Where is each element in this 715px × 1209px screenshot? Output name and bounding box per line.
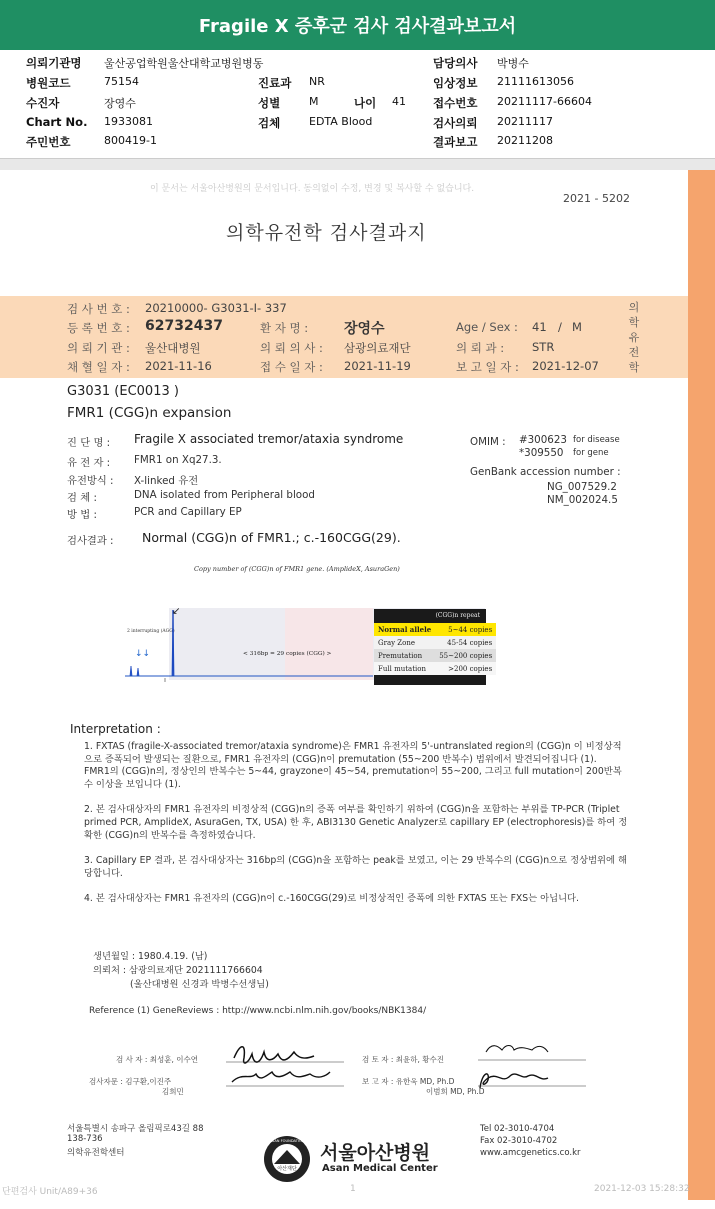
omim-disease-code: #300623	[519, 434, 567, 446]
logo-inner-text: 아산재단	[277, 1166, 297, 1172]
omim-disease-for: for disease	[573, 435, 620, 445]
receipt-value: 2021-11-19	[344, 359, 411, 373]
omim-gene-for: for gene	[573, 448, 609, 458]
reference: Reference (1) GeneReviews : http://www.ncbi.nlm.nih.gov/books/NBK1384/	[89, 1006, 427, 1016]
peak-annotation: < 316bp = 29 copies (CGG) >	[243, 651, 332, 657]
collect-label: 채 혈 일 자 :	[67, 360, 130, 374]
value-specimen: EDTA Blood	[309, 115, 373, 128]
label-specimen: 검체	[258, 116, 281, 130]
examiner: 검사자문 : 김구환,이진주	[89, 1077, 172, 1086]
org-label: 의 뢰 기 관 :	[67, 341, 130, 355]
label-sex: 성별	[258, 96, 281, 110]
side-strip	[688, 170, 715, 1200]
label-org: 의뢰기관명	[26, 56, 82, 70]
value-dept: NR	[309, 75, 325, 88]
result-value: Normal (CGG)n of FMR1.; c.-160CGG(29).	[142, 530, 401, 545]
footer-tel: Tel 02-3010-4704	[480, 1124, 555, 1134]
gene-value: FMR1 on Xq27.3.	[134, 454, 222, 466]
exam-no-value: 20210000- G3031-I- 337	[145, 301, 287, 315]
footer-fax: Fax 02-3010-4702	[480, 1136, 558, 1146]
watermark: 이 문서는 서울아산병원의 문서입니다. 동의없이 수정, 변경 및 복사할 수 없습니다.	[150, 184, 475, 194]
report-title: Fragile X 증후군 검사 검사결과보고서	[0, 0, 715, 50]
value-age: 41	[392, 95, 406, 108]
label-report-date: 결과보고	[433, 135, 478, 149]
value-sex: M	[309, 95, 319, 108]
omim-gene-code: *309550	[519, 447, 564, 459]
gene-label: 유 전 자 :	[67, 457, 111, 469]
chart-title: Copy number of (CGG)n of FMR1 gene. (AmplideX, AsuraGen)	[194, 565, 400, 573]
interp-p1b: FMR1의 (CGG)n의, 정상인의 반복수는 5~44, grayzone이 45~54, premutation이 55~200, 그리고 full mutation이 200반복수 이상을 보입니다 (1).	[84, 766, 622, 790]
interpretation-body	[84, 741, 630, 906]
value-resident-no: 800419-1	[104, 134, 157, 147]
specimen-label: 검 체 :	[67, 492, 97, 504]
specimen-value: DNA isolated from Peripheral blood	[134, 489, 315, 501]
doctor-value: 삼광의료재단	[344, 341, 411, 355]
label-chart: Chart No.	[26, 115, 88, 129]
signature-tester-image	[226, 1036, 346, 1098]
footer-timestamp: 2021-12-03 15:28:32	[594, 1184, 690, 1194]
interp-p2: 2. 본 검사대상자의 FMR1 유전자의 비정상적 (CGG)n의 증폭 여부를 확인하기 위하여 (CGG)n을 포함하는 부위를 TP-PCR (Triplet primed PCR, AmplideX, AsuraGen, TX, USA) 한 후, ABI3130 Genetic Analyzer로 capillary EP (electrophoresis)를 하여 정확한 (CGG)n의 반복수를 측정하였습니다.	[84, 804, 628, 841]
range-value: 55~200 copies	[439, 651, 493, 660]
footer-address-3: 의학유전학센터	[67, 1148, 125, 1158]
value-patient: 장영수	[104, 97, 136, 110]
interp-p3: 3. Capillary EP 결과, 본 검사대상자는 316bp의 (CGG)n을 포함하는 peak를 보였고, 이는 29 반복수의 (CGG)n으로 정상범위에 해당합니다.	[84, 855, 627, 879]
dept-label: 의 뢰 과 :	[456, 341, 505, 355]
footer-left-note: 단편검사 Unit/A89+36	[2, 1187, 98, 1197]
signature-reviewer-image	[468, 1036, 588, 1098]
name-label: 환 자 명 :	[260, 321, 309, 335]
genbank-acc1: NG_007529.2	[547, 481, 617, 493]
value-clinical: 21111613056	[497, 75, 574, 88]
receipt-label: 접 수 일 자 :	[260, 360, 323, 374]
label-receipt-no: 접수번호	[433, 96, 478, 110]
dept-value: STR	[532, 340, 555, 354]
reviewer: 검 토 자 : 최윤하, 황수진	[362, 1055, 445, 1064]
interp-p1: 1. FXTAS (fragile-X-associated tremor/ataxia syndrome)은 FMR1 유전자의 5'-untranslated region의 (CGG)n 이 비정상적으로 증폭되어 발생되는 질환으로, FMR1 유전자의 (CGG)n이 premutation (55~200 반복수) 범위에서 발견되어집니다 (1).	[84, 741, 622, 765]
exam-no-label: 검 사 번 호 :	[67, 302, 130, 316]
table-row	[374, 649, 496, 662]
label-patient: 수진자	[26, 96, 60, 110]
label-hosp-code: 병원코드	[26, 76, 71, 90]
value-chart: 1933081	[104, 115, 153, 128]
footer-address-2: 138-736	[67, 1134, 103, 1144]
name-value: 장영수	[344, 321, 385, 337]
method-label: 방 법 :	[67, 509, 97, 521]
agesex-slash: /	[558, 320, 562, 334]
report-value: 2021-12-07	[532, 359, 599, 373]
inheritance-value: X-linked 유전	[134, 475, 199, 487]
requester-info: 의뢰처 : 삼광의료재단 2021111766604	[93, 965, 263, 976]
interp-p4: 4. 본 검사대상자는 FMR1 유전자의 (CGG)n이 c.-160CGG(29)로 비정상적인 증폭에 의한 FXTAS 또는 FXS는 아닙니다.	[84, 893, 579, 905]
age-value: 41	[532, 320, 547, 334]
range-value: 5~44 copies	[448, 625, 493, 634]
repeat-table-box	[374, 609, 493, 685]
form-number: 2021 - 5202	[563, 192, 630, 205]
range-value: 45-54 copies	[447, 638, 493, 647]
inheritance-label: 유전방식 :	[67, 475, 114, 487]
value-request-date: 20211117	[497, 115, 553, 128]
hospital-name-en: Asan Medical Center	[322, 1163, 438, 1174]
diagnosis-label: 진 단 명 :	[67, 437, 111, 449]
agesex-label: Age / Sex :	[456, 320, 518, 334]
genbank-acc2: NM_002024.5	[547, 494, 618, 506]
label-resident-no: 주민번호	[26, 135, 71, 149]
chart-interrupt-label: 2 interrupting (AGG)	[127, 629, 175, 634]
page-divider	[0, 158, 715, 170]
logo-ring-text: ASAN FOUNDATION	[269, 1139, 305, 1143]
examiner-2: 김희민	[162, 1087, 184, 1096]
range-name: Normal allele	[378, 625, 432, 634]
result-label: 검사결과 :	[67, 535, 114, 547]
label-age: 나이	[354, 96, 377, 110]
repeat-table-header: (CGG)n repeat	[435, 612, 480, 619]
reg-no-label: 등 록 번 호 :	[67, 321, 130, 335]
value-hosp-code: 75154	[104, 75, 139, 88]
footer-web: www.amcgenetics.co.kr	[480, 1148, 581, 1158]
tester: 검 사 자 : 최성훈, 이수연	[116, 1055, 199, 1064]
reporter-2: 이범희 MD, Ph.D	[426, 1087, 485, 1096]
table-row	[374, 662, 496, 675]
value-report-date: 20211208	[497, 134, 553, 147]
requester-info-2: (울산대병원 신경과 박병수선생님)	[130, 979, 269, 990]
interpretation-title: Interpretation :	[70, 722, 161, 736]
sex-value: M	[572, 320, 582, 334]
range-name: Full mutation	[378, 664, 426, 673]
label-request-date: 검사의뢰	[433, 116, 478, 130]
value-org: 울산공업학원울산대학교병원병동	[104, 57, 264, 70]
table-row	[374, 636, 496, 649]
reporter: 보 고 자 : 유한욱 MD, Ph.D	[362, 1077, 455, 1086]
chart-shaded-region	[285, 608, 373, 680]
hospital-name-ko: 서울아산병원	[320, 1142, 431, 1164]
method-value: PCR and Capillary EP	[134, 506, 242, 518]
value-doctor: 박병수	[497, 57, 529, 70]
side-label: 의학유전학	[628, 301, 640, 374]
hospital-logo	[262, 1134, 312, 1184]
peak-arrow-icon: ↙	[172, 606, 181, 617]
range-name: Gray Zone	[378, 638, 416, 647]
doc-title: 의학유전학 검사결과지	[226, 222, 427, 244]
birth-info: 생년월일 : 1980.4.19. (남)	[93, 951, 208, 962]
report-label: 보 고 일 자 :	[456, 360, 519, 374]
footer-address-1: 서울특별시 송파구 올림픽로43길 88	[67, 1124, 204, 1134]
table-row	[374, 623, 496, 636]
range-name: Premutation	[378, 651, 423, 660]
test-code: G3031 (EC0013 )	[67, 384, 179, 399]
label-dept: 진료과	[258, 76, 292, 90]
doctor-label: 의 뢰 의 사 :	[260, 341, 323, 355]
page-number: 1	[350, 1184, 356, 1194]
interrupt-arrows-icon: ↓↓	[135, 649, 151, 659]
value-receipt-no: 20211117-66604	[497, 95, 592, 108]
genbank-label: GenBank accession number :	[470, 466, 621, 478]
test-name: FMR1 (CGG)n expansion	[67, 405, 232, 421]
reg-no-value: 62732437	[145, 318, 223, 334]
omim-label: OMIM :	[470, 436, 506, 448]
range-value: >200 copies	[448, 664, 493, 673]
collect-value: 2021-11-16	[145, 359, 212, 373]
label-clinical: 임상정보	[433, 76, 478, 90]
diagnosis-value: Fragile X associated tremor/ataxia syndrome	[134, 432, 404, 446]
org-value: 울산대병원	[145, 341, 201, 355]
label-doctor: 담당의사	[433, 56, 478, 70]
